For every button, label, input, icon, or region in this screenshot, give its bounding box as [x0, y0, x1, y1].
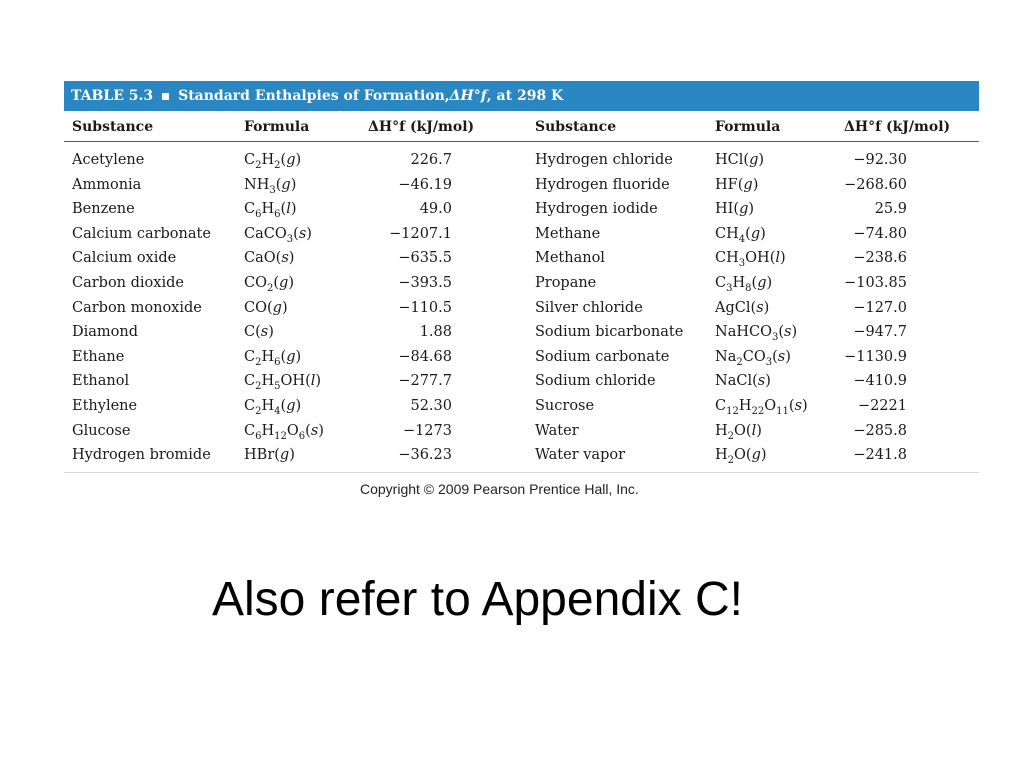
substance-cell: Sodium carbonate [535, 348, 670, 365]
enthalpy-cell: −110.5 [398, 299, 452, 316]
table-row [64, 222, 979, 247]
enthalpy-cell: −1273 [402, 422, 452, 439]
formula-cell: $NH_3(g)$ [244, 176, 297, 196]
formula-cell: $C_6H_6(l)$ [244, 201, 297, 221]
enthalpy-cell: −36.23 [398, 447, 452, 464]
formula-cell: NaHCO$_3$(s) [715, 324, 798, 344]
substance-cell: Silver chloride [535, 299, 643, 316]
formula-cell: $C_6H_{12}O_6(s)$ [244, 422, 324, 442]
substance-cell: Sodium bicarbonate [535, 324, 684, 341]
enthalpy-cell: −268.60 [844, 176, 907, 193]
formula-cell: $CH_4(g)$ [715, 225, 766, 245]
substance-cell: Ammonia [72, 176, 142, 193]
table-caption [64, 81, 979, 111]
enthalpy-cell: −241.8 [853, 447, 907, 464]
table-header-row [64, 111, 979, 142]
header-formula-left: Formula [244, 119, 310, 135]
enthalpy-cell: −74.80 [853, 225, 907, 242]
header-formula-right: Formula [715, 119, 781, 135]
table-bottom-rule [64, 472, 979, 473]
formula-cell: $CO_2(g)$ [244, 274, 295, 294]
substance-cell: Glucose [72, 422, 131, 439]
enthalpy-cell: −1207.1 [389, 225, 452, 242]
formula-cell: HF(g) [715, 176, 759, 193]
enthalpy-cell: −393.5 [398, 274, 452, 291]
substance-cell: Acetylene [72, 152, 145, 168]
substance-cell: Water vapor [535, 447, 626, 464]
enthalpy-cell: −84.68 [398, 348, 452, 365]
substance-cell: Methane [535, 225, 601, 242]
table-row [64, 246, 979, 271]
table-row [64, 419, 979, 444]
enthalpy-table [64, 81, 979, 473]
substance-cell: Sodium chloride [535, 373, 656, 390]
table-row [64, 197, 979, 222]
table-row [64, 369, 979, 394]
enthalpy-cell: −1130.9 [844, 348, 907, 365]
formula-cell: CaCO$_3$(s) [244, 225, 312, 245]
formula-cell: $C_2H_6(g)$ [244, 348, 302, 368]
formula-cell: $C_3H_8(g)$ [715, 274, 773, 294]
enthalpy-cell: −635.5 [398, 250, 452, 267]
formula-cell: $C_2H_4(g)$ [244, 397, 302, 417]
substance-cell: Calcium carbonate [72, 225, 211, 242]
square-bullet-icon [162, 93, 169, 100]
table-symbol: ΔH°f [449, 88, 487, 104]
substance-cell: Hydrogen fluoride [535, 176, 670, 193]
enthalpy-cell: −238.6 [853, 250, 907, 267]
enthalpy-cell: −127.0 [853, 299, 907, 316]
enthalpy-cell: −285.8 [853, 422, 907, 439]
formula-cell: C(s) [244, 324, 274, 341]
formula-cell: CO(g) [244, 299, 288, 316]
enthalpy-cell: −277.7 [398, 373, 452, 390]
table-suffix: , at 298 K [486, 88, 564, 104]
header-substance-left: Substance [72, 119, 154, 135]
table-row [64, 345, 979, 370]
appendix-note: Also refer to Appendix C! [212, 573, 743, 626]
formula-cell: HI(g) [715, 201, 755, 218]
substance-cell: Calcium oxide [72, 250, 177, 267]
substance-cell: Methanol [535, 250, 605, 267]
table-row [64, 320, 979, 345]
table-title: Standard Enthalpies of Formation, [178, 88, 450, 104]
substance-cell: Ethanol [72, 373, 130, 390]
enthalpy-cell: −947.7 [853, 324, 907, 341]
substance-cell: Carbon monoxide [72, 299, 202, 316]
header-enthalpy-right: ΔH°f (kJ/mol) [844, 119, 951, 135]
enthalpy-cell: 49.0 [419, 201, 452, 218]
enthalpy-cell: 25.9 [874, 201, 907, 218]
substance-cell: Hydrogen bromide [72, 447, 211, 464]
formula-cell: $Na_2CO_3(s)$ [715, 348, 791, 368]
formula-cell: CaO(s) [244, 250, 295, 267]
formula-cell: $H_2O(g)$ [715, 447, 767, 467]
copyright-notice: Copyright © 2009 Pearson Prentice Hall, Inc. [360, 481, 639, 497]
enthalpy-cell: −2221 [857, 397, 907, 414]
header-enthalpy-left: ΔH°f (kJ/mol) [368, 119, 475, 135]
table-row [64, 271, 979, 296]
enthalpy-cell: −46.19 [398, 176, 452, 193]
substance-cell: Ethane [72, 348, 125, 365]
formula-cell: $C_2H_5OH(l)$ [244, 373, 322, 393]
formula-cell: $H_2O(l)$ [715, 422, 762, 442]
substance-cell: Water [535, 422, 579, 439]
table-body [64, 142, 979, 468]
substance-cell: Diamond [72, 324, 139, 341]
formula-cell: HBr(g) [244, 447, 295, 464]
table-row [64, 394, 979, 419]
substance-cell: Hydrogen chloride [535, 152, 673, 168]
formula-cell: $C_2H_2(g)$ [244, 152, 302, 171]
enthalpy-cell: −410.9 [853, 373, 907, 390]
enthalpy-cell: −103.85 [844, 274, 907, 291]
table-number: TABLE 5.3 [71, 88, 154, 104]
substance-cell: Benzene [72, 201, 135, 218]
substance-cell: Carbon dioxide [72, 274, 184, 291]
formula-cell: $C_{12}H_{22}O_{11}(s)$ [715, 397, 808, 417]
substance-cell: Propane [535, 274, 597, 291]
substance-cell: Ethylene [72, 397, 138, 414]
substance-cell: Sucrose [535, 397, 595, 414]
header-substance-right: Substance [535, 119, 617, 135]
substance-cell: Hydrogen iodide [535, 201, 658, 218]
formula-cell: HCl(g) [715, 152, 765, 168]
formula-cell: $CH_3OH(l)$ [715, 250, 786, 270]
enthalpy-cell: −92.30 [853, 152, 907, 168]
enthalpy-cell: 52.30 [410, 397, 452, 414]
formula-cell: AgCl(s) [715, 299, 770, 316]
enthalpy-cell: 226.7 [410, 152, 452, 168]
table-row [64, 173, 979, 198]
table-row [64, 443, 979, 468]
table-row [64, 148, 979, 173]
enthalpy-cell: 1.88 [419, 324, 452, 341]
table-row [64, 296, 979, 321]
formula-cell: NaCl(s) [715, 373, 771, 390]
